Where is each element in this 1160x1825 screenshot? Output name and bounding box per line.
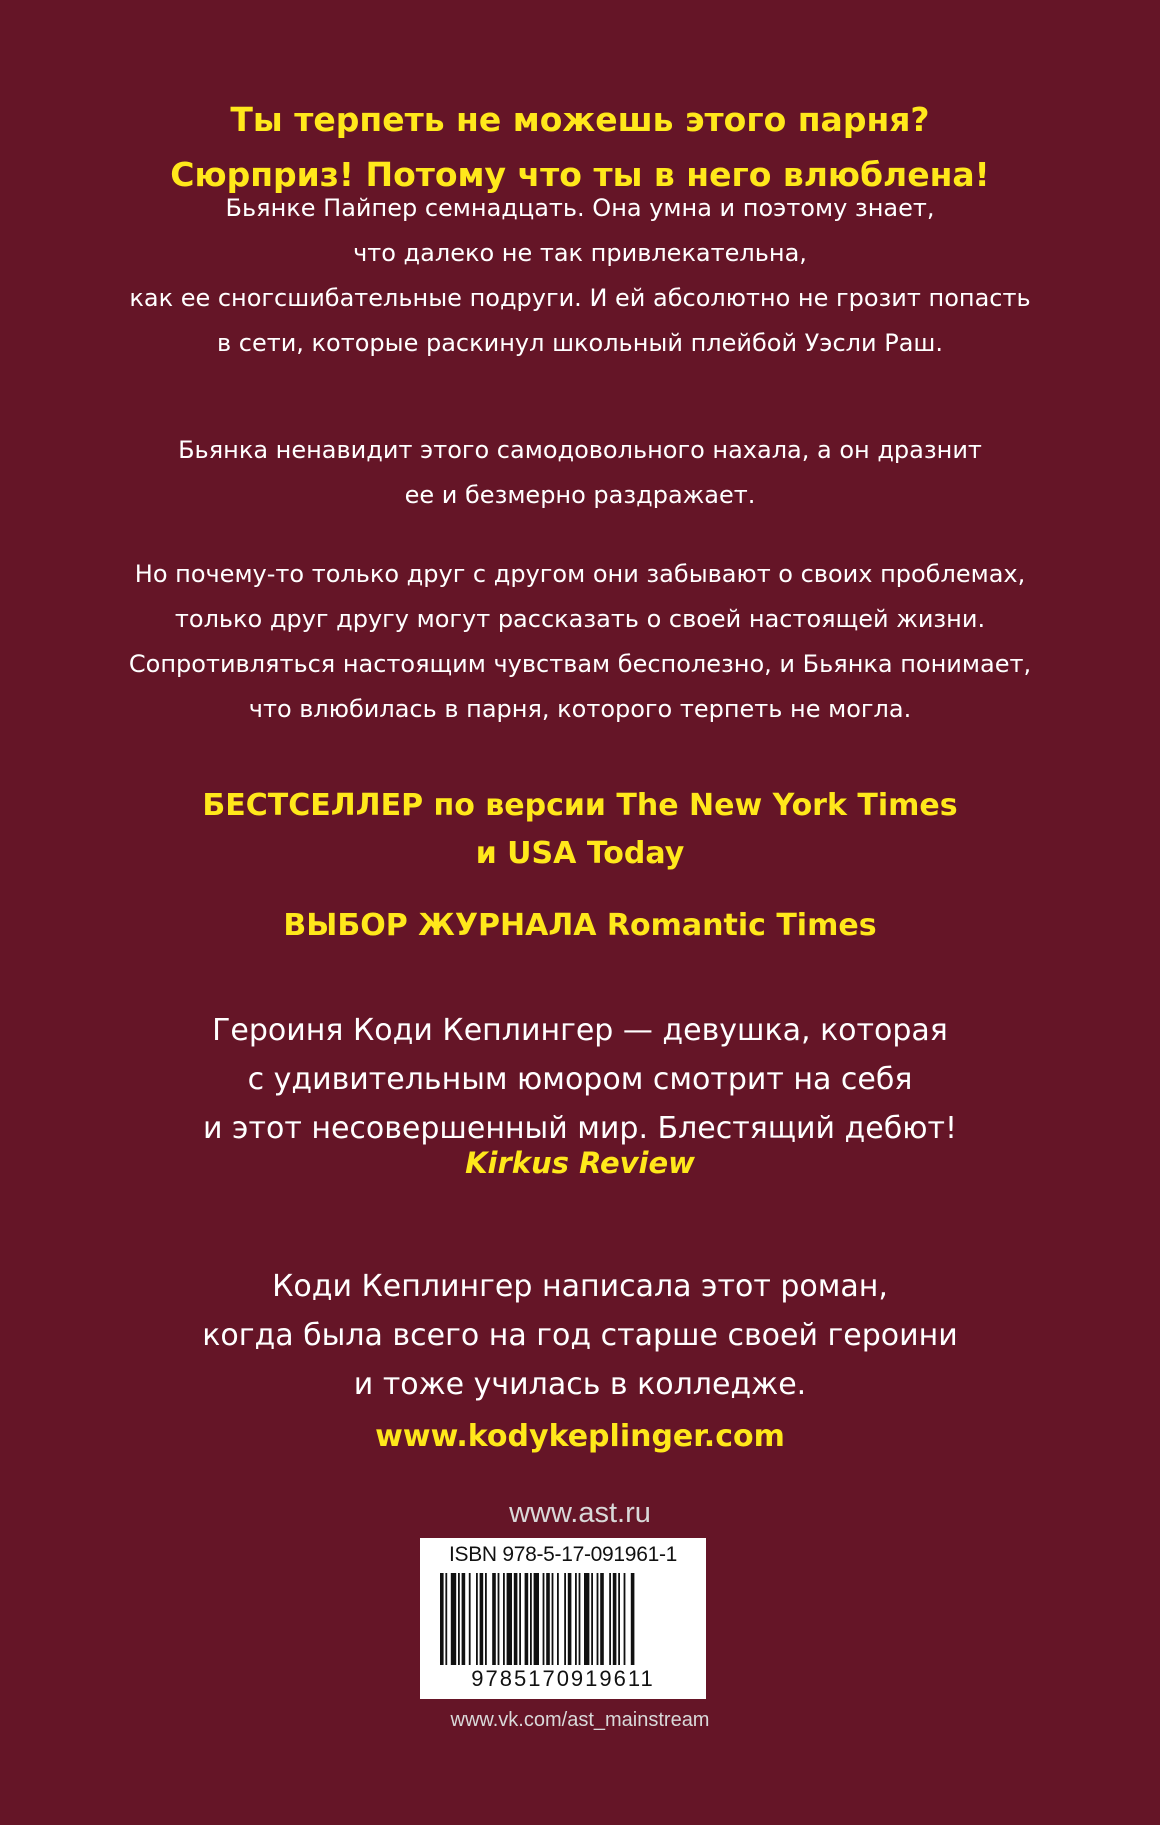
isbn-label: ISBN 978-5-17-091961-1 <box>448 1543 678 1566</box>
quote-line: Героиня Коди Кеплингер — девушка, которая <box>212 1013 948 1048</box>
barcode-bars <box>438 1573 690 1665</box>
author-note <box>0 1262 1160 1409</box>
bestseller-accolade <box>0 782 1160 878</box>
barcode-bar <box>492 1573 496 1665</box>
description-line: что влюбилась в парня, которого терпеть не могла. <box>248 695 912 723</box>
barcode-bar <box>503 1573 505 1665</box>
social-website <box>0 1705 1160 1735</box>
barcode-bar <box>440 1573 444 1665</box>
isbn-barcode <box>420 1538 706 1699</box>
barcode-bar <box>546 1573 550 1665</box>
barcode-bar <box>579 1573 581 1665</box>
description-line: ее и безмерно раздражает. <box>404 481 756 509</box>
barcode-bar <box>507 1573 512 1665</box>
barcode-bar <box>552 1573 554 1665</box>
description-paragraph-1 <box>0 186 1160 366</box>
barcode-bar <box>534 1573 539 1665</box>
magazine-choice-accolade <box>0 902 1160 950</box>
accolade-line: и USA Today <box>475 836 685 871</box>
description-line: Но почему-то только друг с другом они забывают о своих проблемах, <box>134 560 1026 588</box>
barcode-bar <box>445 1573 447 1665</box>
author-note-line: когда была всего на год старше своей героини <box>202 1318 958 1353</box>
barcode-bar <box>451 1573 456 1665</box>
barcode-bar <box>519 1573 521 1665</box>
barcode-bar <box>498 1573 500 1665</box>
barcode-bar <box>557 1573 559 1665</box>
description-paragraph-3 <box>0 552 1160 732</box>
barcode-bar <box>568 1573 572 1665</box>
barcode-bar <box>584 1573 589 1665</box>
barcode-bar <box>591 1573 593 1665</box>
barcode-bar <box>564 1573 566 1665</box>
barcode-bar <box>514 1573 518 1665</box>
description-line: что далеко не так привлекательна, <box>353 239 807 267</box>
barcode-bar <box>609 1573 611 1665</box>
barcode-bar <box>469 1573 471 1665</box>
description-line: как ее сногсшибательные подруги. И ей абсолютно не грозит попасть <box>129 284 1031 312</box>
description-line: Бьянке Пайпер семнадцать. Она умна и поэтому знает, <box>225 194 935 222</box>
barcode-bar <box>600 1573 604 1665</box>
barcode-bar <box>543 1573 545 1665</box>
barcode-digits: 9785170919611 <box>471 1666 655 1691</box>
publisher-website-text: www.ast.ru <box>509 1497 651 1529</box>
barcode-bar <box>618 1573 620 1665</box>
review-source <box>0 1140 1160 1186</box>
barcode-bar <box>485 1573 487 1665</box>
accolade-line: ВЫБОР ЖУРНАЛА Romantic Times <box>283 908 877 943</box>
quote-line: с удивительным юмором смотрит на себя <box>247 1062 913 1097</box>
accolade-line: БЕСТСЕЛЛЕР по версии The New York Times <box>202 788 958 823</box>
publisher-website <box>0 1493 1160 1533</box>
barcode-bar <box>480 1573 484 1665</box>
barcode-bar <box>458 1573 460 1665</box>
headline-line: Ты терпеть не можешь этого парня? <box>230 100 930 139</box>
description-line: в сети, которые раскинул школьный плейбой Уэсли Раш. <box>216 329 943 357</box>
review-quote <box>0 1006 1160 1153</box>
barcode-bar <box>462 1573 466 1665</box>
barcode-bar <box>631 1573 635 1665</box>
barcode-bar <box>624 1573 626 1665</box>
barcode-bar <box>613 1573 617 1665</box>
headline-line: Сюрприз! Потому что ты в него влюблена! <box>170 155 990 194</box>
barcode-bar <box>525 1573 529 1665</box>
barcode-bar <box>530 1573 532 1665</box>
barcode-bar <box>597 1573 599 1665</box>
quote-line: и этот несовершенный мир. Блестящий дебют! <box>202 1111 957 1146</box>
barcode-bar <box>575 1573 577 1665</box>
author-note-line: и тоже училась в колледже. <box>353 1367 807 1402</box>
social-website-text: www.vk.com/ast_mainstream <box>450 1709 710 1731</box>
author-note-line: Коди Кеплингер написала этот роман, <box>272 1269 888 1304</box>
description-line: Бьянка ненавидит этого самодовольного нахала, а он дразнит <box>178 436 982 464</box>
description-line: Сопротивляться настоящим чувствам бесполезно, и Бьянка понимает, <box>128 650 1032 678</box>
author-website <box>0 1413 1160 1461</box>
description-line: только друг другу могут рассказать о своей настоящей жизни. <box>174 605 986 633</box>
review-source-text: Kirkus Review <box>465 1146 695 1180</box>
barcode-bar <box>476 1573 478 1665</box>
description-paragraph-2 <box>0 428 1160 518</box>
author-website-text: www.kodykeplinger.com <box>375 1419 785 1454</box>
